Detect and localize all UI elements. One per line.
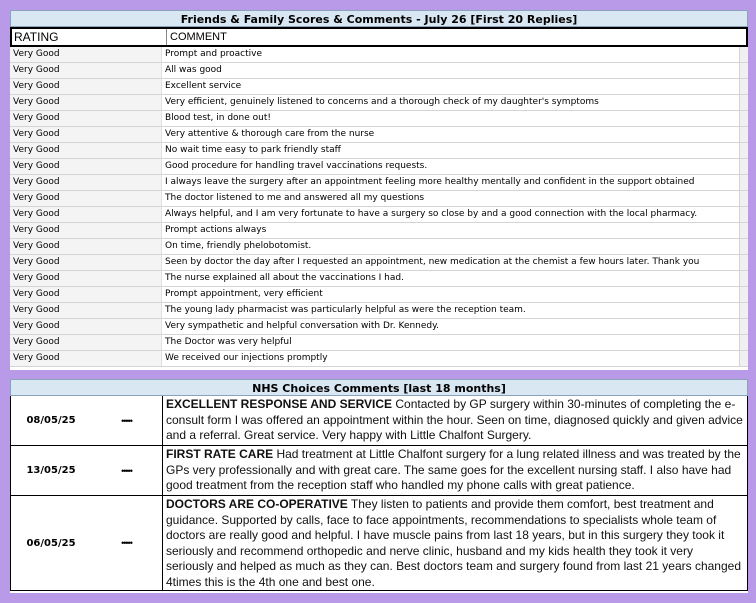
table-row <box>10 111 748 127</box>
review-row <box>10 446 748 496</box>
row-edge <box>739 127 748 142</box>
review-date: 06/05/25 <box>26 537 76 549</box>
row-edge <box>739 287 748 302</box>
star-rating-icon: ••••• <box>91 496 163 590</box>
table-row <box>10 271 748 287</box>
rating-cell: Very Good <box>10 207 162 222</box>
table-row <box>10 351 748 367</box>
rating-cell: Very Good <box>10 303 162 318</box>
row-edge <box>739 191 748 206</box>
rating-cell: Very Good <box>10 223 162 238</box>
comment-cell: Prompt and proactive <box>165 49 263 59</box>
row-edge <box>739 207 748 222</box>
row-edge <box>739 351 748 366</box>
rating-cell: Very Good <box>10 63 162 78</box>
row-edge <box>739 255 748 270</box>
row-edge <box>739 79 748 94</box>
rating-cell: Very Good <box>10 255 162 270</box>
table-row <box>10 143 748 159</box>
rating-cell: Very Good <box>10 335 162 350</box>
friends-family-panel <box>10 10 748 370</box>
rating-cell: Very Good <box>10 159 162 174</box>
comment-cell: Very efficient, genuinely listened to concerns and a thorough check of my daughter's symptoms <box>165 97 599 107</box>
comment-cell: All was good <box>165 65 222 75</box>
rating-cell: Very Good <box>10 175 162 190</box>
rating-column-header: RATING <box>12 29 167 45</box>
comment-cell: Seen by doctor the day after I requested an appointment, new medication at the chemist a few hours later. Thank you <box>165 257 700 267</box>
table-row <box>10 79 748 95</box>
rating-cell: Very Good <box>10 111 162 126</box>
table-row <box>10 239 748 255</box>
review-heading: EXCELLENT RESPONSE AND SERVICE <box>166 397 393 411</box>
table-row <box>10 319 748 335</box>
comment-cell: The young lady pharmacist was particularly helpful as were the reception team. <box>165 305 526 315</box>
ff-rows <box>10 47 748 367</box>
row-edge <box>739 95 748 110</box>
table-row <box>10 191 748 207</box>
row-edge <box>739 319 748 334</box>
rating-cell: Very Good <box>10 127 162 142</box>
review-text <box>163 446 747 495</box>
rating-cell: Very Good <box>10 271 162 286</box>
review-body: They listen to patients and provide them comfort, best treatment and guidance. Supported by calls, face to face appointments, recommendations to specialists whole team of doctors are really good and helpful. I have muscle pains from last 18 years, but in this surgery they took it seriously and recommend orthopedic and nerve clinic, husband and my kids health they took it very seriously and helped as much as they can. Best doctors team and surgery found from last 21 years changed 4times this is the 4th one and best one. <box>166 497 741 589</box>
comment-cell: On time, friendly phelobotomist. <box>165 241 312 251</box>
comment-cell: No wait time easy to park friendly staff <box>165 145 341 155</box>
nhs-choices-panel <box>10 379 748 593</box>
comment-cell: Excellent service <box>165 81 242 91</box>
ff-header-row <box>10 27 748 47</box>
review-heading: DOCTORS ARE CO-OPERATIVE <box>166 497 348 511</box>
star-rating-icon: ••••• <box>91 446 163 495</box>
review-row <box>10 396 748 446</box>
row-edge <box>739 159 748 174</box>
comment-cell: Always helpful, and I am very fortunate to have a surgery so close by and a good connection with the local pharmacy. <box>165 209 698 219</box>
table-row <box>10 63 748 79</box>
row-edge <box>739 47 748 62</box>
review-body: Contacted by GP surgery within 30-minutes of completing the e-consult form I was offered an appointment within the hour. Seen on time, diagnosed quickly and given advice and a referral. Great service. Very happy with Little Chalfont Surgery. <box>166 397 743 442</box>
table-row <box>10 175 748 191</box>
comment-cell: Good procedure for handling travel vaccinations requests. <box>165 161 428 171</box>
table-row <box>10 127 748 143</box>
rating-cell: Very Good <box>10 191 162 206</box>
rating-cell: Very Good <box>10 319 162 334</box>
table-row <box>10 159 748 175</box>
row-edge <box>739 175 748 190</box>
comment-cell: Prompt appointment, very efficient <box>165 289 323 299</box>
review-date: 08/05/25 <box>26 415 76 426</box>
row-edge <box>739 63 748 78</box>
review-row <box>10 496 748 591</box>
table-row <box>10 335 748 351</box>
comment-cell: We received our injections promptly <box>165 353 328 363</box>
rating-cell: Very Good <box>10 143 162 158</box>
rating-cell: Very Good <box>10 95 162 110</box>
rating-cell: Very Good <box>10 79 162 94</box>
review-text <box>163 496 747 590</box>
comment-cell: The nurse explained all about the vaccinations I had. <box>165 273 404 283</box>
comment-cell: I always leave the surgery after an appointment feeling more healthy mentally and confident in the support obtained <box>165 177 695 187</box>
row-edge <box>739 111 748 126</box>
comment-cell: Prompt actions always <box>165 225 267 235</box>
review-heading: FIRST RATE CARE <box>166 447 274 461</box>
table-row <box>10 223 748 239</box>
comment-cell: Very attentive & thorough care from the nurse <box>165 129 375 139</box>
row-edge <box>739 271 748 286</box>
nhs-rows <box>10 396 748 591</box>
ff-title: Friends & Family Scores & Comments - July 26 [First 20 Replies] <box>10 10 748 27</box>
row-edge <box>739 303 748 318</box>
review-body: Had treatment at Little Chalfont surgery for a lung related illness and was treated by the GPs very professionally and with great care. The same goes for the excellent nursing staff. I also have had good treatment from the reception staff who handled my phone calls with great patience. <box>166 447 741 492</box>
review-date: 13/05/25 <box>26 465 76 476</box>
comment-cell: Very sympathetic and helpful conversation with Dr. Kennedy. <box>165 321 440 331</box>
table-row <box>10 207 748 223</box>
rating-cell: Very Good <box>10 287 162 302</box>
comment-cell: Blood test, in done out! <box>165 113 272 123</box>
rating-cell: Very Good <box>10 239 162 254</box>
table-row <box>10 255 748 271</box>
table-row <box>10 95 748 111</box>
nhs-title: NHS Choices Comments [last 18 months] <box>10 379 748 396</box>
row-edge <box>739 223 748 238</box>
rating-cell: Very Good <box>10 47 162 62</box>
comment-cell: The Doctor was very helpful <box>165 337 292 347</box>
row-edge <box>739 143 748 158</box>
table-row <box>10 47 748 63</box>
comment-cell: The doctor listened to me and answered all my questions <box>165 193 425 203</box>
rating-cell: Very Good <box>10 351 162 366</box>
table-row <box>10 287 748 303</box>
row-edge <box>739 239 748 254</box>
row-edge <box>739 335 748 350</box>
review-text <box>163 396 747 445</box>
comment-column-header: COMMENT <box>170 31 227 43</box>
table-row <box>10 303 748 319</box>
star-rating-icon: ••••• <box>91 396 163 445</box>
